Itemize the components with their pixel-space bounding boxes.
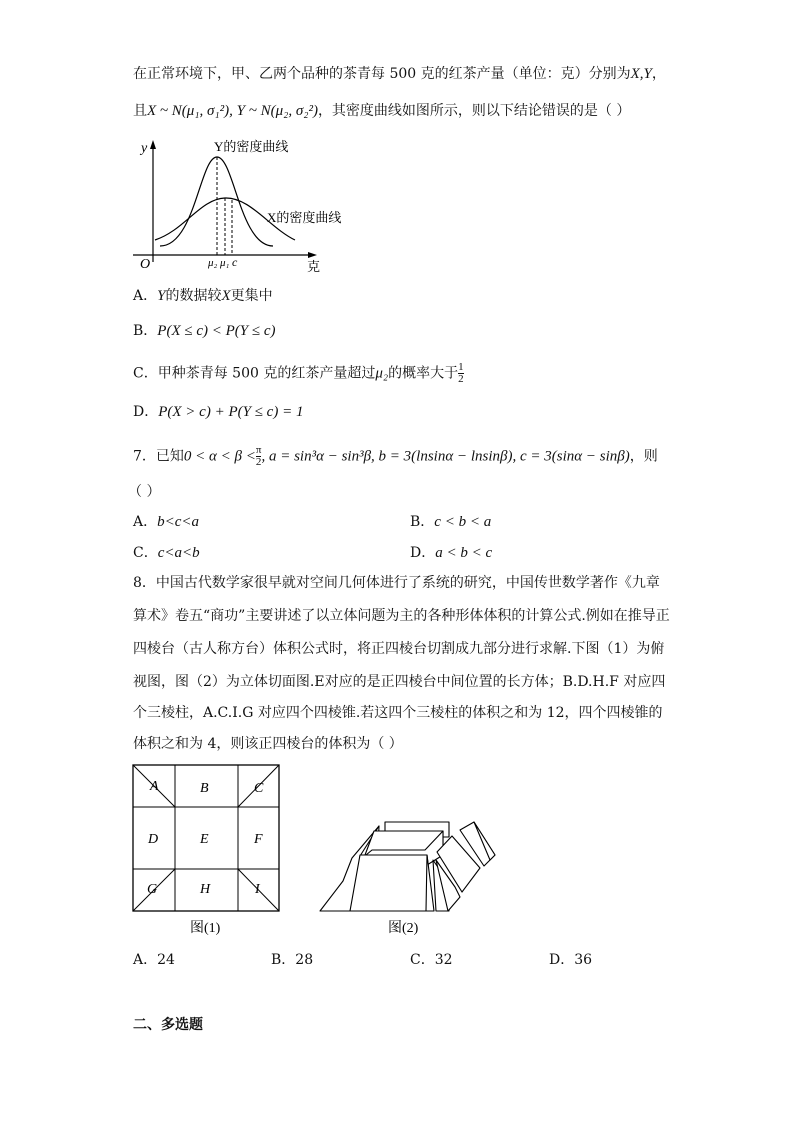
option-letter: C． <box>410 952 435 968</box>
option-letter: D． <box>549 952 575 968</box>
option-letter: A． <box>133 514 158 530</box>
grid-label-a: A <box>150 779 159 794</box>
option-math: X <box>221 288 231 304</box>
option-letter: B． <box>410 514 435 530</box>
option-letter: D． <box>133 404 159 420</box>
q7-number: 7．已知 <box>133 448 184 465</box>
q8-stem-line: 8．中国古代数学家很早就对空间几何体进行了系统的研究，中国传世数学著作《九章 <box>133 575 660 591</box>
option-value: 32 <box>434 952 453 968</box>
q6-math-xy: X,Y <box>630 66 652 82</box>
figure-1-caption: 图(1) <box>190 921 221 936</box>
grid-label-c: C <box>254 781 264 796</box>
q8-option-d[interactable] <box>549 950 592 970</box>
x-curve-label: X的密度曲线 <box>267 210 342 225</box>
q6-text: 且 <box>133 103 147 119</box>
option-math: b<c<a <box>157 514 200 530</box>
tick-mu2: μ₂ <box>208 257 218 269</box>
option-letter: B． <box>271 952 296 968</box>
q6-distribution-math: X ~ N(μ₁, σ₁²), Y ~ N(μ₂, σ₂²) <box>147 103 318 119</box>
y-curve-label: Y的密度曲线 <box>214 139 289 154</box>
grid-label-d: D <box>148 832 159 847</box>
tick-mu1: μ₁ <box>220 257 230 269</box>
option-letter: C． <box>133 365 158 382</box>
option-math: P(X ≤ c) < P(Y ≤ c) <box>157 323 276 339</box>
grid-label-f: F <box>254 832 263 847</box>
option-text: 更集中 <box>230 288 273 304</box>
option-text: 的概率大于 <box>388 365 459 382</box>
figure-2-caption: 图(2) <box>388 921 419 936</box>
q8-stem-line: 四棱台（古人称方台）体积公式时，将正四棱台切割成九部分进行求解.下图（1）为俯 <box>133 641 665 657</box>
option-math: c<a<b <box>157 545 200 561</box>
q8-stem-line: 算术》卷五“商功”主要讲述了以立体问题为主的各种形体体积的计算公式.例如在推导正 <box>133 608 670 624</box>
q8-stem-line: 个三棱柱，A.C.I.G 对应四个四棱锥.若这四个三棱柱的体积之和为 12，四个四棱锥的 <box>133 705 663 721</box>
tick-c: c <box>232 255 238 269</box>
q8-option-b[interactable] <box>271 950 313 970</box>
graph-origin-label: O <box>140 257 151 272</box>
option-text: 的数据较 <box>165 288 222 304</box>
option-letter: A． <box>133 952 158 968</box>
q6-text: ，其密度曲线如图所示，则以下结论错误的是（ ） <box>317 103 631 119</box>
option-letter: C． <box>133 545 158 561</box>
q7-text: ，则 <box>629 448 658 465</box>
q6-text: ， <box>651 66 666 82</box>
q6-text: 在正常环境下，甲、乙两个品种的茶青每 500 克的红茶产量（单位：克）分别为 <box>133 66 631 82</box>
section-heading: 二、多选题 <box>133 1017 203 1033</box>
grid-label-g: G <box>147 882 158 897</box>
q8-stem-line: 体积之和为 4，则该正四棱台的体积为（ ） <box>133 736 403 752</box>
q8-stem-line: 视图，图（2）为立体切面图.E对应的是正四棱台中间位置的长方体；B.D.H.F 对应四 <box>133 674 666 690</box>
option-letter: A． <box>133 288 158 304</box>
option-text: 甲种茶青每 500 克的红茶产量超过 <box>157 365 376 382</box>
option-value: 28 <box>295 952 314 968</box>
option-letter: D． <box>410 545 436 561</box>
graph-x-label: 克 <box>307 259 321 274</box>
option-letter: B． <box>133 323 158 339</box>
q7-math: 0 < α < β < <box>183 448 256 465</box>
frac-den: 2 <box>458 373 464 385</box>
q8-option-c[interactable] <box>410 950 453 970</box>
figure-2-section-view <box>320 822 495 911</box>
q7-paren: （ ） <box>128 484 161 500</box>
frac-den: 2 <box>255 456 262 468</box>
q7-math: , a = sin³α − sin³β, b = 3(lnsinα − lnsinβ), c = 3(sinα − sinβ) <box>261 448 630 465</box>
option-math: μ₂ <box>375 365 389 382</box>
option-math: Y <box>157 288 166 304</box>
frac-num: π <box>255 444 262 456</box>
option-value: 24 <box>157 952 175 968</box>
q8-option-a[interactable] <box>133 950 175 970</box>
grid-label-i: I <box>255 882 260 897</box>
grid-label-e: E <box>200 832 209 847</box>
option-math: a < b < c <box>435 545 493 561</box>
option-math: P(X > c) + P(Y ≤ c) = 1 <box>158 404 304 420</box>
frac-num: 1 <box>458 361 464 373</box>
grid-label-b: B <box>200 781 209 796</box>
grid-label-h: H <box>200 882 211 897</box>
graph-y-label: y <box>141 141 148 156</box>
option-math: c < b < a <box>434 514 492 530</box>
option-value: 36 <box>574 952 593 968</box>
